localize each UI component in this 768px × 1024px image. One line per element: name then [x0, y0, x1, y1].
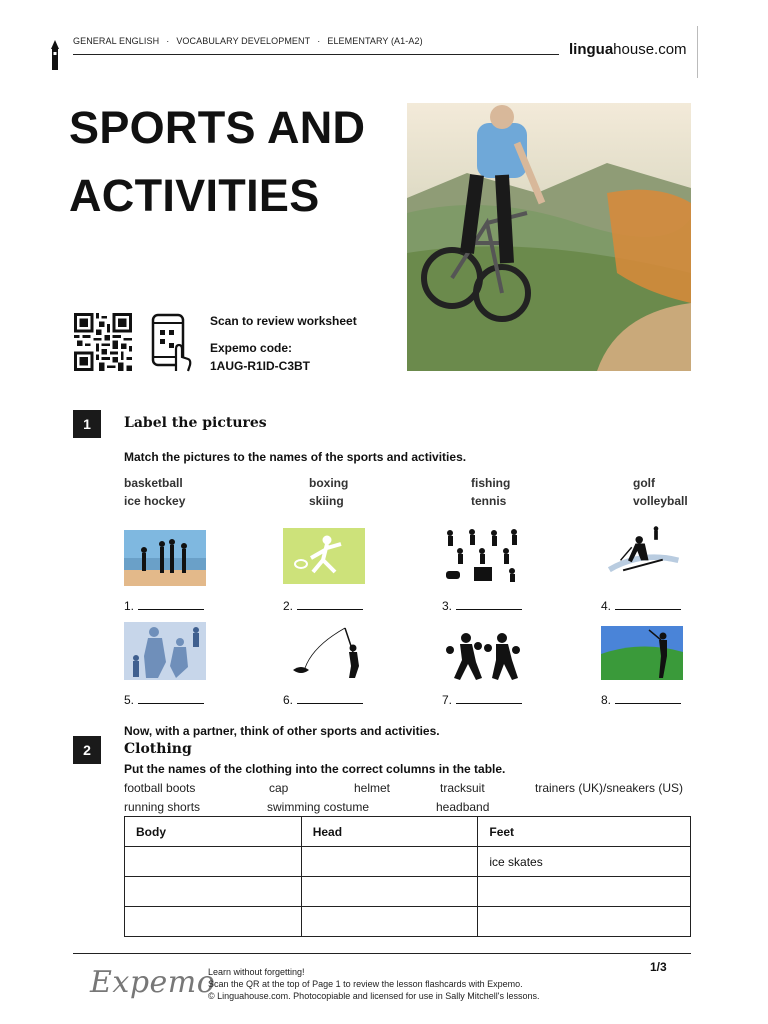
table-header-row: [125, 817, 691, 847]
qr-code[interactable]: [73, 313, 133, 371]
section-2-instruction: Put the names of the clothing into the correct columns in the table.: [124, 762, 506, 776]
section-1-instruction: Match the pictures to the names of the sports and activities.: [124, 450, 467, 464]
page-number: 1/3: [650, 960, 667, 974]
section-1-number: 1: [73, 410, 101, 438]
section-1-title: Label the pictures: [124, 415, 267, 431]
golf-picture: [601, 626, 683, 680]
cyclist-photo: [407, 103, 691, 371]
header-rule: [73, 54, 559, 55]
clothing-word: football boots: [124, 781, 196, 795]
word-tennis: tennis: [471, 494, 507, 508]
column-header-head: Head: [301, 817, 478, 847]
word-volleyball: volleyball: [633, 494, 688, 508]
table-cell[interactable]: [125, 877, 302, 907]
ice-hockey-picture: [442, 527, 524, 583]
table-row: [125, 907, 691, 937]
table-cell[interactable]: [125, 847, 302, 877]
footer-rule: [73, 953, 691, 954]
expemo-code: 1AUG-R1ID-C3BT: [210, 359, 311, 373]
table-cell[interactable]: ice skates: [478, 847, 691, 877]
blank-2[interactable]: 2.: [283, 599, 363, 613]
table-cell[interactable]: [478, 907, 691, 937]
section-2-number: 2: [73, 736, 101, 764]
table-cell[interactable]: [301, 907, 478, 937]
page-title: SPORTS AND ACTIVITIES: [69, 102, 366, 221]
fishing-picture: [283, 626, 365, 682]
blank-1[interactable]: 1.: [124, 599, 204, 613]
clothing-word: cap: [269, 781, 289, 795]
column-header-body: Body: [125, 817, 302, 847]
clothing-word: running shorts: [124, 800, 201, 814]
blank-7[interactable]: 7.: [442, 693, 522, 707]
clothing-word: trainers (UK)/sneakers (US): [535, 781, 684, 795]
volleyball-picture: [124, 530, 206, 586]
table-cell[interactable]: [125, 907, 302, 937]
breadcrumb: GENERAL ENGLISH · VOCABULARY DEVELOPMENT · ELEMENTARY (A1-A2): [73, 36, 423, 46]
table-row: [125, 847, 691, 877]
header-divider: [697, 26, 698, 78]
boxing-picture: [442, 628, 524, 684]
table-row: [125, 877, 691, 907]
tower-icon: [50, 40, 60, 70]
word-basketball: basketball: [124, 476, 183, 490]
word-skiing: skiing: [309, 494, 344, 508]
section-1-follow-up: Now, with a partner, think of other sports and activities.: [124, 724, 440, 738]
phone-scan-icon: [150, 313, 192, 373]
tennis-picture: [283, 528, 365, 584]
blank-3[interactable]: 3.: [442, 599, 522, 613]
blank-6[interactable]: 6.: [283, 693, 363, 707]
table-cell[interactable]: [301, 847, 478, 877]
blank-5[interactable]: 5.: [124, 693, 204, 707]
expemo-logo[interactable]: Expemo: [90, 965, 216, 1000]
clothing-word: swimming costume: [267, 800, 370, 814]
blank-8[interactable]: 8.: [601, 693, 681, 707]
scan-info: Scan to review worksheet Expemo code: 1AUG-R1ID-C3BT: [210, 314, 357, 373]
table-cell[interactable]: [478, 877, 691, 907]
word-boxing: boxing: [309, 476, 349, 490]
linguahouse-logo[interactable]: linguahouse.com: [569, 41, 687, 58]
word-ice-hockey: ice hockey: [124, 494, 186, 508]
clothing-table: [124, 816, 691, 937]
footer-text: Learn without forgetting! Scan the QR at the top of Page 1 to review the lesson flashcards with Expemo. © Linguahouse.com. Photocopiable and licensed for use in Sally Mitchell's lessons.: [208, 967, 540, 1001]
word-golf: golf: [633, 476, 655, 490]
clothing-word: headband: [436, 800, 490, 814]
word-fishing: fishing: [471, 476, 511, 490]
column-header-feet: Feet: [478, 817, 691, 847]
table-cell[interactable]: [301, 877, 478, 907]
clothing-word: tracksuit: [440, 781, 485, 795]
basketball-picture: [124, 622, 206, 680]
clothing-word: helmet: [354, 781, 391, 795]
section-2-title: Clothing: [124, 741, 192, 757]
blank-4[interactable]: 4.: [601, 599, 681, 613]
skiing-picture: [601, 523, 683, 579]
